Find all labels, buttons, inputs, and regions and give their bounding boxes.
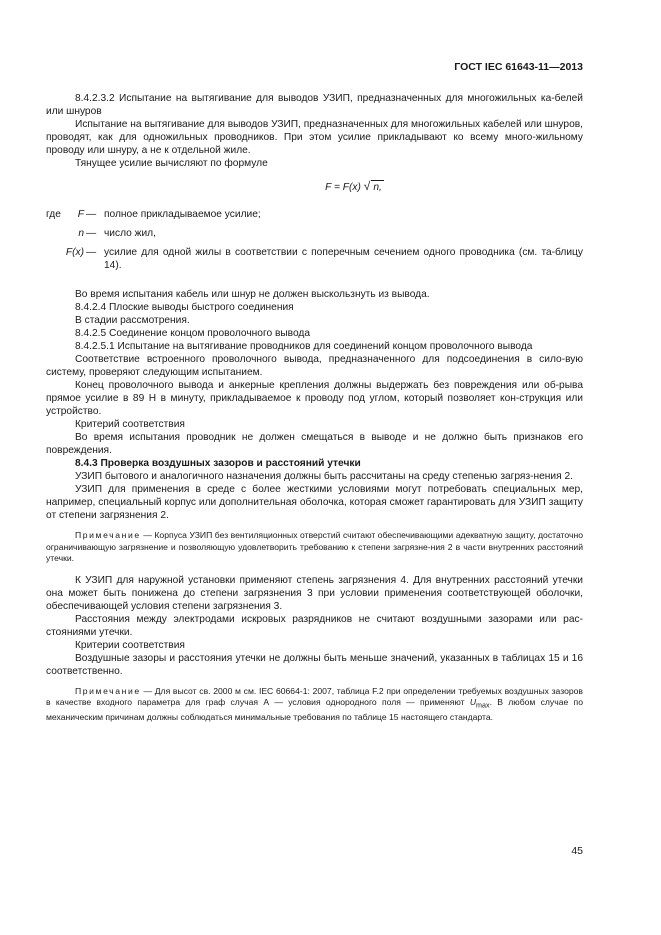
page-number: 45 (571, 845, 583, 857)
definition-dash: — (86, 228, 97, 239)
paragraph: Критерии соответствия (75, 639, 185, 651)
definition-dash: — (86, 247, 97, 258)
definition-text: число жил, (104, 228, 156, 239)
clause-8-4-2-3-2: 8.4.2.3.2 Испытание на вытягивание для выводов УЗИП, предназначенных для многожильных ка-белей или шнуров (46, 93, 583, 117)
note (46, 530, 583, 565)
definition-symbol: n (78, 228, 84, 239)
formula (46, 180, 583, 194)
clause-8-4-2-5: 8.4.2.5 Соединение концом проволочного вывода (75, 328, 311, 339)
paragraph: Соответствие встроенного проволочного вывода, предназначенного для подсоединения в сило-вую систему, проверяют следующим испытанием. (46, 354, 583, 378)
paragraph: Во время испытания проводник не должен смещаться в выводе и не должно быть признаков его повреждения. (46, 432, 583, 456)
paragraph: Конец проволочного вывода и анкерные крепления должны выдержать без повреждения или об-рыва прямое усилие в 89 Н в минуту, прикладываемое к проводу под углом, который позволяет кон-струкция или устройство. (46, 380, 583, 417)
definition-symbol: F (77, 209, 84, 220)
definition-row (46, 208, 583, 221)
note (46, 686, 583, 724)
document-header: ГОСТ IEC 61643-11—2013 (454, 61, 583, 73)
definition-row (46, 246, 583, 272)
paragraph: Тянущее усилие вычисляют по формуле (75, 158, 268, 169)
where-label: где (46, 209, 61, 220)
u-subscript: max (476, 701, 490, 710)
note-label: Примечание (75, 685, 141, 696)
definition-row (46, 227, 583, 240)
definition-text: полное прикладываемое усилие; (104, 209, 261, 220)
paragraph: В стадии рассмотрения. (75, 315, 190, 326)
definition-text: усилие для одной жилы в соответствии с поперечным сечением одного проводника (см. та-блицу 14). (104, 247, 583, 271)
paragraph: УЗИП бытового и аналогичного назначения должны быть рассчитаны на среду степенью загряз-нения 2. (75, 471, 573, 482)
definition-symbol: F(x) (65, 247, 84, 258)
paragraph: УЗИП для применения в среде с более жесткими условиями могут потребовать специальных мер, например, специальный корпус или дополнительная оболочка, которая сможет гарантировать для УЗИП защиту от степени загрязнения 2. (46, 484, 583, 521)
clause-8-4-3-heading: 8.4.3 Проверка воздушных зазоров и расстояний утечки (75, 458, 361, 469)
paragraph: Во время испытания кабель или шнур не должен выскользнуть из вывода. (75, 289, 430, 300)
paragraph: К УЗИП для наружной установки применяют степень загрязнения 4. Для внутренних расстояний утечки она может быть понижена до степени загрязнения 3 при условии применения соответствующей оболочки, обеспечивающей условия степени загрязнения 3. (46, 574, 583, 612)
paragraph: Критерий соответствия (75, 419, 185, 430)
definition-dash: — (86, 209, 97, 220)
note-label: Примечание (75, 530, 141, 540)
formula-radicand: n, (373, 182, 382, 193)
note-text: — Для высот св. 2000 м см. IEC 60664-1: 2007, таблица F.2 при определении требуемых воздушных зазоров в качестве входного параметра для граф случая А — условия однородного поля — применяют (46, 685, 583, 707)
paragraph: Расстояния между электродами искровых разрядников не считают воздушными зазорами или рас-стояниями утечки. (46, 613, 583, 638)
sqrt-sign: √ (363, 179, 371, 193)
paragraph: Воздушные зазоры и расстояния утечки не должны быть меньше значений, указанных в таблицах 15 и 16 соответственно. (46, 652, 583, 677)
note-text: . В любом случае по механическим причинам должны соблюдаться минимальные требования по таблице 15 настоящего стандарта. (46, 697, 583, 723)
paragraph: Испытание на вытягивание для выводов УЗИП, предназначенных для многожильных кабелей или шнуров, проводят, как для одножильных проводников. При этом усилие прикладывают ко всему много-жильному проводу или шнуру, а не к отдельной жиле. (46, 119, 583, 156)
note-text: — Корпуса УЗИП без вентиляционных отверстий считают обеспечивающими адекватную защиту, достаточно ограничивающую загрязнение и позволяющую удовлетворить требованию к степени загрязне-ния 2 в части внутренних расстояний утечки. (46, 530, 583, 563)
document-body (46, 92, 583, 724)
u-symbol: U (469, 697, 477, 707)
clause-8-4-2-5-1: 8.4.2.5.1 Испытание на вытягивание проводников для соединений концом проволочного вывода (75, 341, 533, 352)
clause-8-4-2-4: 8.4.2.4 Плоские выводы быстрого соединения (75, 302, 294, 313)
formula-lhs: F = F(x) (325, 182, 361, 193)
